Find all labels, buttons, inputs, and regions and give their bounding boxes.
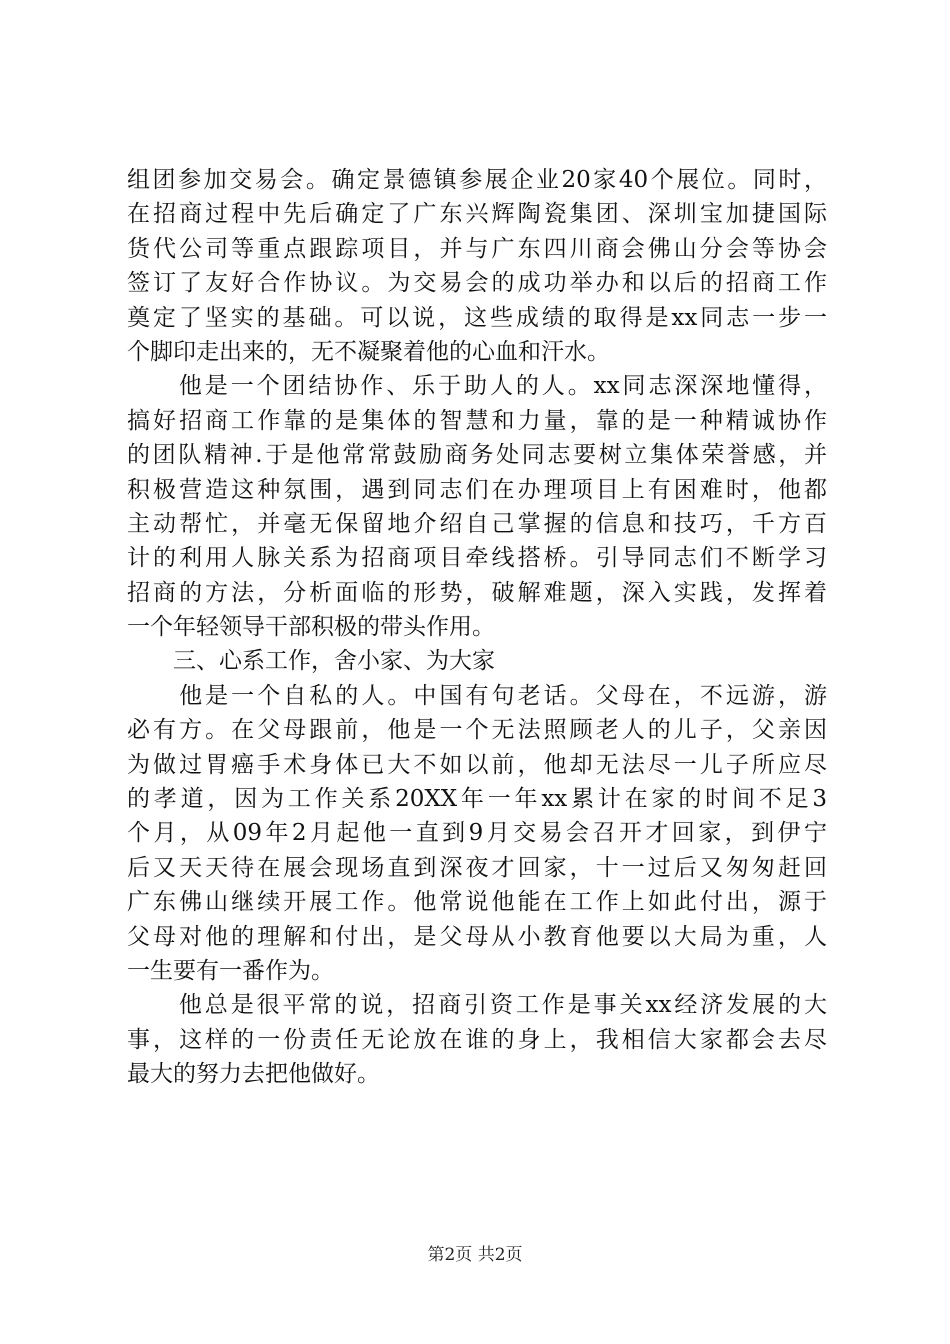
- document-body: [127, 163, 827, 1092]
- text-line: 的孝道，因为工作关系20XX年一年xx累计在家的时间不足3: [127, 786, 827, 813]
- text-line: 货代公司等重点跟踪项目，并与广东四川商会佛山分会等协会: [127, 235, 827, 262]
- text-line: 事，这样的一份责任无论放在谁的身上，我相信大家都会去尽: [127, 1026, 827, 1053]
- page-footer: 第2页 共2页: [427, 1245, 523, 1265]
- text-line: 计的利用人脉关系为招商项目牵线搭桥。引导同志们不断学习: [127, 545, 827, 572]
- text-line: 签订了友好合作协议。为交易会的成功举办和以后的招商工作: [127, 270, 827, 297]
- text-line: 个脚印走出来的，无不凝聚着他的心血和汗水。: [127, 338, 610, 365]
- text-line: 组团参加交易会。确定景德镇参展企业20家40个展位。同时，: [127, 167, 827, 193]
- text-line: 广东佛山继续开展工作。他常说他能在工作上如此付出，源于: [127, 889, 827, 916]
- text-line: 在招商过程中先后确定了广东兴辉陶瓷集团、深圳宝加捷国际: [127, 201, 827, 228]
- section-heading: 三、心系工作，舍小家、为大家: [127, 648, 495, 675]
- text-line: 的团队精神.于是他常常鼓励商务处同志要树立集体荣誉感，并: [127, 442, 827, 469]
- text-line: 招商的方法，分析面临的形势，破解难题，深入实践，发挥着: [127, 579, 827, 606]
- text-line: 后又天天待在展会现场直到深夜才回家，十一过后又匆匆赶回: [127, 854, 827, 881]
- text-line: 为做过胃癌手术身体已大不如以前，他却无法尽一儿子所应尽: [127, 751, 827, 778]
- text-line: 他是一个团结协作、乐于助人的人。xx同志深深地懂得，: [127, 373, 827, 400]
- text-line: 他总是很平常的说，招商引资工作是事关xx经济发展的大: [127, 992, 827, 1019]
- text-line: 必有方。在父母跟前，他是一个无法照顾老人的儿子，父亲因: [127, 717, 827, 744]
- text-line: 主动帮忙，并毫无保留地介绍自己掌握的信息和技巧，千方百: [127, 510, 827, 537]
- text-line: 积极营造这种氛围，遇到同志们在办理项目上有困难时，他都: [127, 476, 827, 503]
- text-line: 个月，从09年2月起他一直到9月交易会召开才回家，到伊宁: [127, 820, 827, 847]
- text-line: 一生要有一番作为。: [127, 957, 334, 984]
- text-line: 父母对他的理解和付出，是父母从小教育他要以大局为重，人: [127, 923, 827, 950]
- text-line: 一个年轻领导干部积极的带头作用。: [127, 614, 495, 641]
- text-line: 他是一个自私的人。中国有句老话。父母在，不远游，游: [127, 682, 827, 709]
- text-line: 搞好招商工作靠的是集体的智慧和力量，靠的是一种精诚协作: [127, 407, 827, 434]
- text-line: 最大的努力去把他做好。: [127, 1061, 380, 1088]
- text-line: 奠定了坚实的基础。可以说，这些成绩的取得是xx同志一步一: [127, 304, 827, 331]
